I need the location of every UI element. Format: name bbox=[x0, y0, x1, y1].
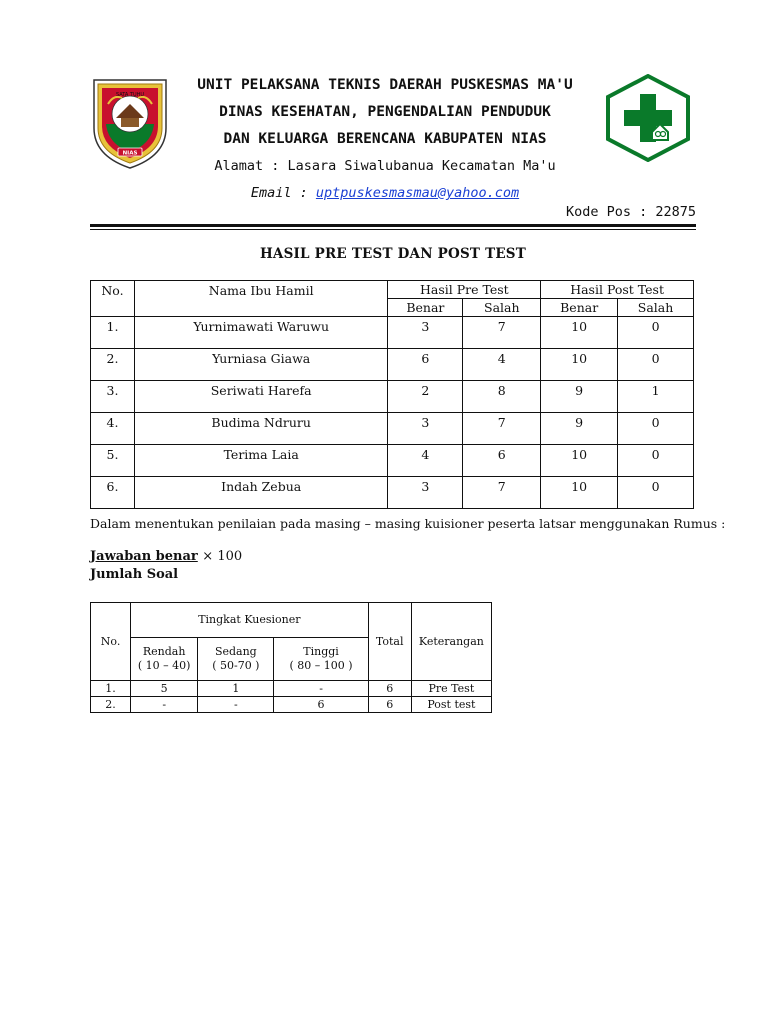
cell-no: 1. bbox=[91, 681, 131, 697]
cell-pre-salah: 7 bbox=[463, 477, 541, 509]
col-header-tingkat: Tingkat Kuesioner bbox=[131, 603, 369, 638]
cell-no: 4. bbox=[91, 413, 135, 445]
col-header-pre-test: Hasil Pre Test bbox=[388, 281, 541, 299]
col-header-post-salah: Salah bbox=[618, 299, 694, 317]
formula-denominator: Jumlah Soal bbox=[90, 567, 179, 582]
letterhead-email-line bbox=[170, 180, 600, 206]
cell-name: Yurniasa Giawa bbox=[134, 349, 388, 381]
cell-no: 1. bbox=[91, 317, 135, 349]
sedang-label: Sedang bbox=[214, 645, 257, 658]
col-header-pre-benar: Benar bbox=[388, 299, 463, 317]
table-row bbox=[91, 697, 492, 713]
col-header-sedang bbox=[198, 638, 274, 681]
cell-total: 6 bbox=[368, 697, 411, 713]
cell-pre-benar: 4 bbox=[388, 445, 463, 477]
postal-code: Kode Pos : 22875 bbox=[565, 204, 696, 220]
cell-name: Seriwati Harefa bbox=[134, 381, 388, 413]
cell-pre-benar: 3 bbox=[388, 317, 463, 349]
cell-no: 2. bbox=[91, 349, 135, 381]
table-row bbox=[91, 381, 694, 413]
tinggi-label: Tinggi bbox=[303, 645, 339, 658]
table-row bbox=[91, 349, 694, 381]
formula-multiplier: × 100 bbox=[202, 549, 243, 564]
col-header-total: Total bbox=[368, 603, 411, 681]
letterhead-line-1: UNIT PELAKSANA TEKNIS DAERAH PUSKESMAS MA'U bbox=[197, 77, 573, 93]
nias-regency-emblem bbox=[90, 74, 170, 170]
formula-numerator: Jawaban benar bbox=[90, 549, 198, 564]
sedang-range: ( 50-70 ) bbox=[212, 659, 260, 672]
cell-pre-salah: 8 bbox=[463, 381, 541, 413]
letterhead-line-2: DINAS KESEHATAN, PENGENDALIAN PENDUDUK bbox=[219, 104, 551, 120]
cell-no: 2. bbox=[91, 697, 131, 713]
cell-sedang: - bbox=[198, 697, 274, 713]
table-row bbox=[91, 413, 694, 445]
cell-no: 6. bbox=[91, 477, 135, 509]
cell-name: Terima Laia bbox=[134, 445, 388, 477]
cell-tinggi: 6 bbox=[274, 697, 368, 713]
cell-pre-salah: 6 bbox=[463, 445, 541, 477]
cell-post-benar: 9 bbox=[541, 413, 618, 445]
svg-text:NIAS: NIAS bbox=[122, 150, 138, 157]
cell-pre-salah: 7 bbox=[463, 317, 541, 349]
letterhead-rule-thick bbox=[90, 224, 696, 227]
cell-keterangan: Pre Test bbox=[411, 681, 491, 697]
letterhead-line-3: DAN KELUARGA BERENCANA KABUPATEN NIAS bbox=[223, 131, 547, 147]
col-header-tinggi bbox=[274, 638, 368, 681]
cell-post-benar: 10 bbox=[541, 477, 618, 509]
table-row bbox=[91, 317, 694, 349]
table-row bbox=[91, 681, 492, 697]
cell-post-benar: 10 bbox=[541, 349, 618, 381]
cell-total: 6 bbox=[368, 681, 411, 697]
table-row bbox=[91, 477, 694, 509]
cell-post-salah: 1 bbox=[618, 381, 694, 413]
cell-name: Indah Zebua bbox=[134, 477, 388, 509]
cell-pre-benar: 3 bbox=[388, 413, 463, 445]
col-header-no: No. bbox=[91, 281, 135, 317]
cell-keterangan: Post test bbox=[411, 697, 491, 713]
col-header-keterangan: Keterangan bbox=[411, 603, 491, 681]
cell-post-benar: 10 bbox=[541, 445, 618, 477]
cell-pre-salah: 4 bbox=[463, 349, 541, 381]
cell-post-salah: 0 bbox=[618, 349, 694, 381]
cell-name: Yurnimawati Waruwu bbox=[134, 317, 388, 349]
letterhead-rule-thin bbox=[90, 229, 696, 230]
col-header-pre-salah: Salah bbox=[463, 299, 541, 317]
letterhead bbox=[170, 72, 600, 206]
email-link[interactable]: uptpuskesmasmau@yahoo.com bbox=[315, 185, 520, 201]
rendah-label: Rendah bbox=[142, 645, 186, 658]
cell-post-benar: 10 bbox=[541, 317, 618, 349]
cell-name: Budima Ndruru bbox=[134, 413, 388, 445]
cell-post-salah: 0 bbox=[618, 477, 694, 509]
cell-post-benar: 9 bbox=[541, 381, 618, 413]
cell-post-salah: 0 bbox=[618, 445, 694, 477]
cell-post-salah: 0 bbox=[618, 317, 694, 349]
col-header-name: Nama Ibu Hamil bbox=[134, 281, 388, 317]
cell-rendah: - bbox=[131, 697, 198, 713]
svg-text:SATA TUHU: SATA TUHU bbox=[115, 92, 145, 98]
tinggi-range: ( 80 – 100 ) bbox=[289, 659, 353, 672]
pre-post-test-table bbox=[90, 280, 694, 509]
cell-pre-salah: 7 bbox=[463, 413, 541, 445]
letterhead-address: Alamat : Lasara Siwalubanua Kecamatan Ma'u bbox=[214, 158, 556, 174]
cell-sedang: 1 bbox=[198, 681, 274, 697]
col-header-no: No. bbox=[91, 603, 131, 681]
document-title: HASIL PRE TEST DAN POST TEST bbox=[259, 246, 527, 262]
cell-tinggi: - bbox=[274, 681, 368, 697]
rendah-range: ( 10 – 40) bbox=[137, 659, 191, 672]
puskesmas-logo-icon bbox=[602, 74, 694, 162]
formula-line-1 bbox=[90, 549, 242, 564]
cell-pre-benar: 2 bbox=[388, 381, 463, 413]
cell-pre-benar: 3 bbox=[388, 477, 463, 509]
col-header-rendah bbox=[131, 638, 198, 681]
cell-no: 3. bbox=[91, 381, 135, 413]
cell-pre-benar: 6 bbox=[388, 349, 463, 381]
cell-post-salah: 0 bbox=[618, 413, 694, 445]
col-header-post-test: Hasil Post Test bbox=[541, 281, 694, 299]
table-row bbox=[91, 445, 694, 477]
email-label: Email : bbox=[250, 185, 316, 201]
cell-no: 5. bbox=[91, 445, 135, 477]
cell-rendah: 5 bbox=[131, 681, 198, 697]
col-header-post-benar: Benar bbox=[541, 299, 618, 317]
questionnaire-level-table bbox=[90, 602, 492, 713]
formula-intro-paragraph: Dalam menentukan penilaian pada masing – masing kuisioner peserta latsar menggunakan Rumus : bbox=[90, 516, 726, 531]
